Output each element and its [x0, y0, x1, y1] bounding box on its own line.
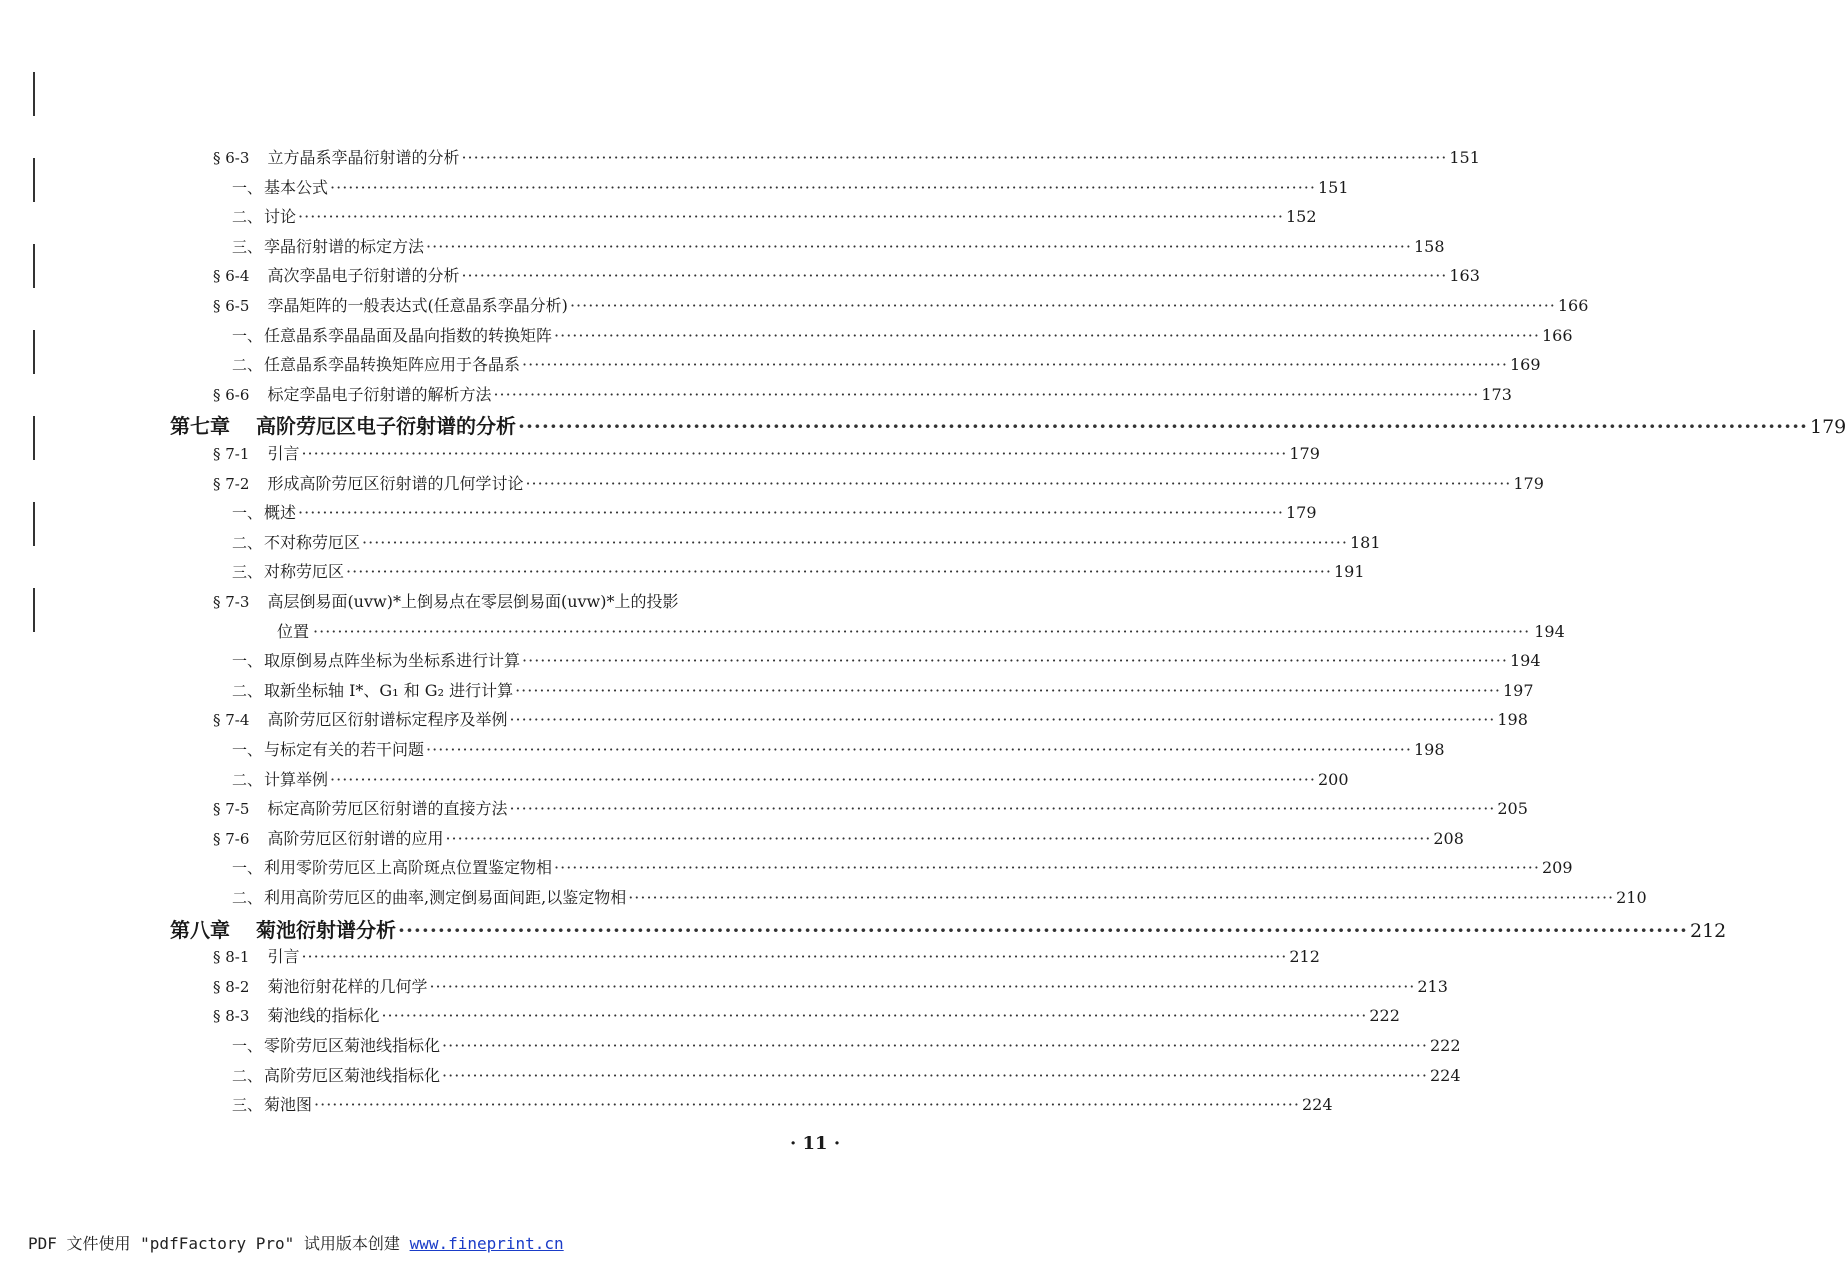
toc-number: 二、	[232, 889, 263, 907]
toc-title: 高次孪晶电子衍射谱的分析	[267, 266, 460, 285]
dot-leader	[570, 296, 1556, 316]
toc-title: 任意晶系孪晶晶面及晶向指数的转换矩阵	[264, 326, 553, 345]
toc-title: 标定高阶劳厄区衍射谱的直接方法	[267, 799, 508, 818]
toc-number: § 8-2	[213, 978, 250, 996]
toc-number: 一、	[232, 741, 263, 759]
toc-section	[213, 710, 1528, 730]
toc-page: 209	[1541, 858, 1573, 877]
toc-title: 菊池图	[264, 1095, 313, 1114]
toc-section	[213, 947, 1320, 967]
toc-item	[232, 237, 1445, 257]
toc-page: 152	[1285, 207, 1317, 226]
toc-section	[213, 148, 1480, 168]
toc-title: 孪晶衍射谱的标定方法	[264, 237, 425, 256]
dot-leader	[298, 207, 1284, 227]
toc-item	[232, 326, 1573, 346]
toc-title: 菊池线的指标化	[267, 1006, 380, 1025]
dot-leader	[426, 740, 1412, 760]
dot-leader	[346, 562, 1332, 582]
toc-continuation	[277, 622, 1565, 642]
toc-number: 二、	[232, 534, 263, 552]
toc-page: 151	[1449, 148, 1480, 167]
dot-leader	[442, 1066, 1428, 1086]
toc-page: 224	[1429, 1066, 1461, 1085]
toc-title: 概述	[264, 503, 297, 522]
toc-page: 169	[1509, 355, 1541, 374]
toc-number: 一、	[232, 179, 263, 197]
toc-number: 一、	[232, 859, 263, 877]
toc-page: 224	[1301, 1095, 1333, 1114]
toc-page: 212	[1289, 947, 1320, 966]
dot-leader	[518, 414, 1808, 438]
toc-title: 高阶劳厄区衍射谱标定程序及举例	[267, 710, 508, 729]
toc-number: § 8-1	[213, 948, 250, 966]
toc-item	[232, 1095, 1333, 1115]
dot-leader	[461, 148, 1447, 168]
toc-page: 179	[1289, 444, 1320, 463]
pdf-footer	[28, 1231, 564, 1254]
toc-page: 179	[1513, 474, 1544, 493]
toc-title: 对称劳厄区	[264, 562, 345, 581]
toc-title: 菊池衍射花样的几何学	[267, 977, 428, 996]
toc-title: 引言	[267, 444, 300, 463]
toc-title: 计算举例	[264, 770, 329, 789]
toc-title: 讨论	[264, 207, 297, 226]
toc-title: 与标定有关的若干问题	[264, 740, 425, 759]
toc-page: 198	[1497, 710, 1528, 729]
toc-page: 179	[1810, 416, 1846, 438]
toc-item	[232, 533, 1381, 553]
toc-page: 179	[1285, 503, 1317, 522]
toc-page: 194	[1534, 622, 1565, 641]
toc-item	[232, 178, 1349, 198]
toc-number: § 7-5	[213, 800, 250, 818]
toc-section	[213, 1006, 1400, 1026]
dot-leader	[381, 1006, 1367, 1026]
toc-title: 任意晶系孪晶转换矩阵应用于各晶系	[264, 355, 521, 374]
toc-number: 一、	[232, 327, 263, 345]
dot-leader	[398, 918, 1688, 942]
toc-item	[232, 651, 1541, 671]
toc-number: 三、	[232, 563, 263, 581]
toc-number: 一、	[232, 504, 263, 522]
toc-number: 第七章	[170, 414, 230, 438]
toc-page: 210	[1616, 888, 1647, 907]
toc-page: 191	[1333, 562, 1365, 581]
toc-section	[213, 296, 1589, 316]
toc-page: 194	[1509, 651, 1541, 670]
toc-number: 一、	[232, 1037, 263, 1055]
toc-item	[232, 858, 1573, 878]
dot-leader	[554, 326, 1540, 346]
dot-leader	[298, 503, 1284, 523]
toc-number: 二、	[232, 208, 263, 226]
toc-section	[213, 829, 1464, 849]
footer-text: PDF 文件使用 "pdfFactory Pro" 试用版本创建	[28, 1234, 410, 1253]
dot-leader	[429, 977, 1415, 997]
toc-title: 取新坐标轴 I*、G₁ 和 G₂ 进行计算	[264, 681, 514, 700]
toc-section	[213, 799, 1528, 819]
toc-number: § 7-6	[213, 830, 250, 848]
toc-title: 引言	[267, 947, 300, 966]
toc-title: 零阶劳厄区菊池线指标化	[264, 1036, 441, 1055]
toc-number: 二、	[232, 356, 263, 374]
dot-leader	[314, 1095, 1300, 1115]
dot-leader	[515, 681, 1501, 701]
footer-link[interactable]: www.fineprint.cn	[409, 1234, 564, 1253]
toc-number: 第八章	[170, 918, 230, 942]
toc-title: 取原倒易点阵坐标为坐标系进行计算	[264, 651, 521, 670]
dot-leader	[628, 888, 1614, 908]
dot-leader	[330, 770, 1316, 790]
toc-page: 212	[1690, 920, 1727, 942]
toc-item	[232, 503, 1317, 523]
toc-page: 173	[1481, 385, 1512, 404]
toc-item	[232, 207, 1317, 227]
toc-item	[232, 681, 1534, 701]
toc-page: 158	[1413, 237, 1445, 256]
dot-leader	[509, 710, 1495, 730]
toc-title: 利用高阶劳厄区的曲率,测定倒易面间距,以鉴定物相	[264, 888, 627, 907]
dot-leader	[554, 858, 1540, 878]
dot-leader	[509, 799, 1495, 819]
toc-number: 三、	[232, 1096, 263, 1114]
dot-leader	[301, 947, 1287, 967]
dot-leader	[493, 385, 1479, 405]
toc-item	[232, 888, 1647, 908]
dot-leader	[442, 1036, 1428, 1056]
toc-number: 二、	[232, 1067, 263, 1085]
toc-title: 标定孪晶电子衍射谱的解析方法	[267, 385, 492, 404]
dot-leader	[362, 533, 1348, 553]
toc-title: 孪晶矩阵的一般表达式(任意晶系孪晶分析)	[267, 296, 568, 315]
toc-chapter	[170, 414, 1846, 439]
toc-page: 197	[1503, 681, 1534, 700]
toc-number: § 6-3	[213, 149, 250, 167]
toc-chapter	[170, 918, 1727, 943]
toc-section	[213, 592, 830, 612]
toc-item	[232, 1066, 1461, 1086]
dot-leader	[522, 355, 1508, 375]
toc-number: § 6-4	[213, 267, 250, 285]
dot-leader	[445, 829, 1431, 849]
toc-title: 利用零阶劳厄区上高阶斑点位置鉴定物相	[264, 858, 553, 877]
toc-page: 200	[1317, 770, 1349, 789]
toc-page: 151	[1317, 178, 1349, 197]
dot-leader: ········································································································································································································	[313, 622, 1531, 641]
toc-number: § 7-3	[213, 593, 250, 611]
toc-section	[213, 266, 1480, 286]
toc-page: 208	[1433, 829, 1464, 848]
toc-number: § 7-4	[213, 711, 250, 729]
toc-number: § 7-2	[213, 475, 250, 493]
toc-item	[232, 740, 1445, 760]
toc-page: 222	[1369, 1006, 1400, 1025]
toc-title: 高阶劳厄区电子衍射谱的分析	[256, 414, 516, 438]
toc-item	[232, 355, 1541, 375]
toc-page: 166	[1557, 296, 1589, 315]
dot-leader	[525, 474, 1511, 494]
toc-title: 基本公式	[264, 178, 329, 197]
toc-number: 三、	[232, 238, 263, 256]
toc-item	[232, 1036, 1461, 1056]
toc-title-continued: 位置	[277, 622, 310, 641]
toc-title: 高阶劳厄区衍射谱的应用	[267, 829, 444, 848]
dot-leader	[330, 178, 1316, 198]
toc-title: 立方晶系孪晶衍射谱的分析	[267, 148, 460, 167]
toc-page: 222	[1429, 1036, 1461, 1055]
toc-section	[213, 385, 1512, 405]
dot-leader	[301, 444, 1287, 464]
toc-title: 形成高阶劳厄区衍射谱的几何学讨论	[267, 474, 524, 493]
toc-title: 高层倒易面(uvw)*上倒易点在零层倒易面(uvw)*上的投影	[267, 592, 679, 611]
toc-number: § 6-6	[213, 386, 250, 404]
toc-title: 菊池衍射谱分析	[256, 918, 396, 942]
toc-page: 198	[1413, 740, 1445, 759]
toc-page: 163	[1449, 266, 1480, 285]
toc-number: 二、	[232, 682, 263, 700]
toc-number: § 6-5	[213, 297, 250, 315]
toc-page: 213	[1417, 977, 1448, 996]
dot-leader	[461, 266, 1447, 286]
toc-item	[232, 562, 1365, 582]
toc-title: 高阶劳厄区菊池线指标化	[264, 1066, 441, 1085]
toc-title: 不对称劳厄区	[264, 533, 361, 552]
toc-section	[213, 977, 1448, 997]
toc-section	[213, 444, 1320, 464]
toc-item	[232, 770, 1349, 790]
toc-page: 181	[1349, 533, 1381, 552]
dot-leader	[522, 651, 1508, 671]
toc-number: 二、	[232, 771, 263, 789]
toc-number: § 7-1	[213, 445, 250, 463]
page-number: · 11 ·	[790, 1133, 841, 1154]
dot-leader	[426, 237, 1412, 257]
toc-page: 205	[1497, 799, 1528, 818]
toc-number: § 8-3	[213, 1007, 250, 1025]
toc-number: 一、	[232, 652, 263, 670]
toc-section	[213, 474, 1544, 494]
toc-page: 166	[1541, 326, 1573, 345]
